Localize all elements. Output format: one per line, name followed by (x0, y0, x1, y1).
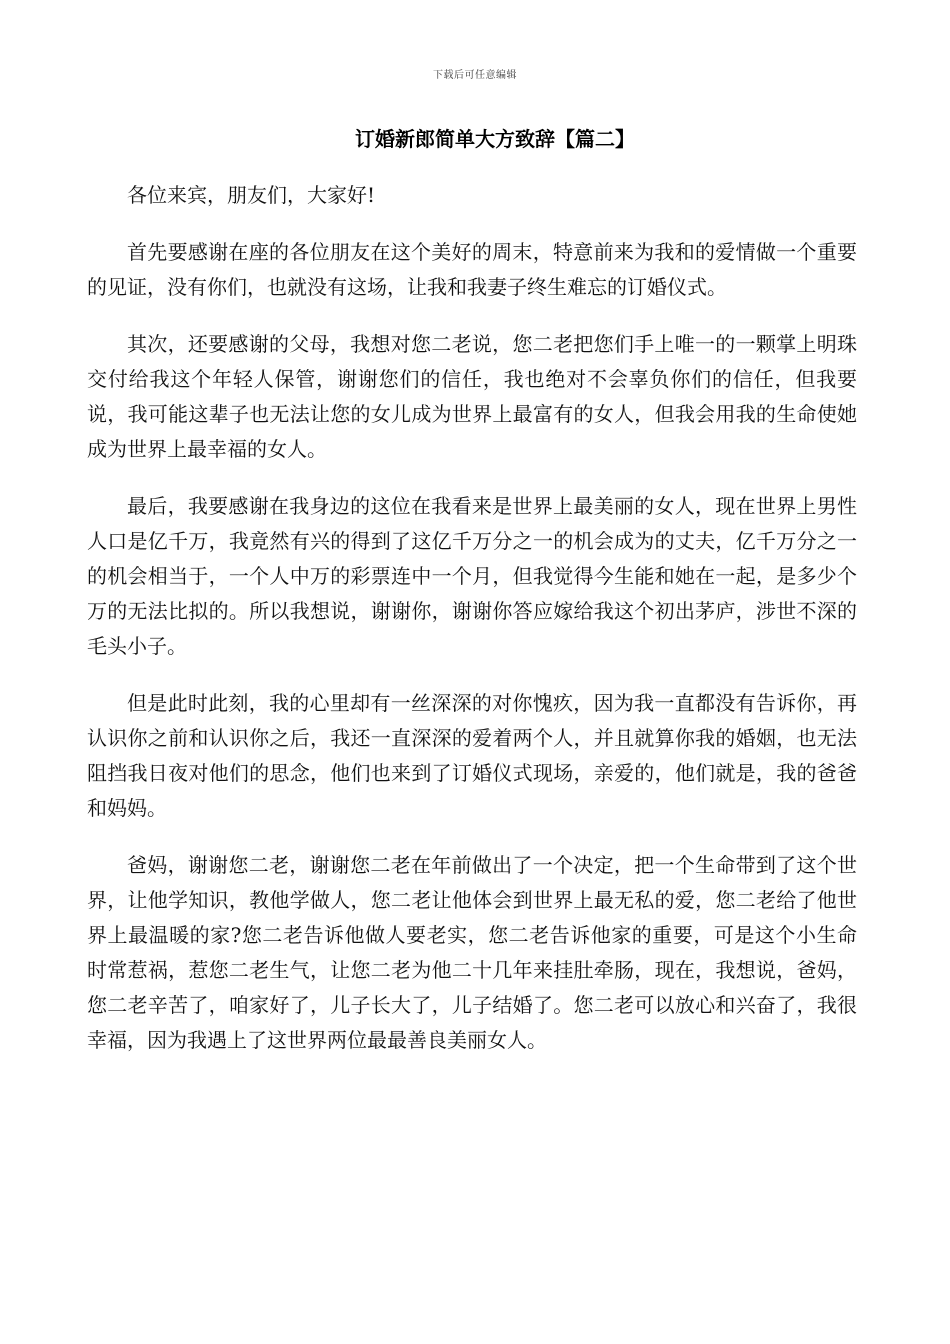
paragraph-thanks-parents-in-law: 其次，还要感谢的父母，我想对您二老说，您二老把您们手上唯一的一颗掌上明珠交付给我这个年轻人保管，谢谢您们的信任，我也绝对不会辜负你们的信任，但我要说，我可能这辈子也无法让您的女儿成为世界上最富有的女人，但我会用我的生命使她成为世界上最幸福的女人。 (87, 332, 857, 461)
paragraph-greeting: 各位来宾，朋友们，大家好! (127, 183, 376, 207)
paragraph-confession: 但是此时此刻，我的心里却有一丝深深的对你愧疚，因为我一直都没有告诉你，再认识你之前和认识你之后，我还一直深深的爱着两个人，并且就算你我的婚姻，也无法阻挡我日夜对他们的思念，他们也来到了订婚仪式现场，亲爱的，他们就是，我的爸爸和妈妈。 (87, 691, 857, 820)
header-note: 下载后可任意编辑 (433, 70, 517, 81)
document-body (87, 178, 857, 1080)
paragraph-thanks-fiancee: 最后，我要感谢在我身边的这位在我看来是世界上最美丽的女人，现在世界上男性人口是亿千万，我竟然有兴的得到了这亿千万分之一的机会成为的丈夫，亿千万分之一的机会相当于，一个人中万的彩票连中一个月，但我觉得今生能和她在一起，是多少个万的无法比拟的。所以我想说，谢谢你，谢谢你答应嫁给我这个初出茅庐，涉世不深的毛头小子。 (87, 494, 857, 658)
document-title: 订婚新郎简单大方致辞【篇二】 (355, 127, 635, 151)
paragraph-thanks-guests: 首先要感谢在座的各位朋友在这个美好的周末，特意前来为我和的爱情做一个重要的见证，没有你们，也就没有这场，让我和我妻子终生难忘的订婚仪式。 (87, 240, 857, 299)
paragraph-thanks-own-parents: 爸妈，谢谢您二老，谢谢您二老在年前做出了一个决定，把一个生命带到了这个世界，让他学知识，教他学做人，您二老让他体会到世界上最无私的爱，您二老给了他世界上最温暖的家?您二老告诉他做人要老实，您二老告诉他家的重要，可是这个小生命时常惹祸，惹您二老生气，让您二老为他二十几年来挂肚牵肠，现在，我想说，爸妈，您二老辛苦了，咱家好了，儿子长大了，儿子结婚了。您二老可以放心和兴奋了，我很幸福，因为我遇上了这世界两位最最善良美丽女人。 (87, 853, 857, 1052)
